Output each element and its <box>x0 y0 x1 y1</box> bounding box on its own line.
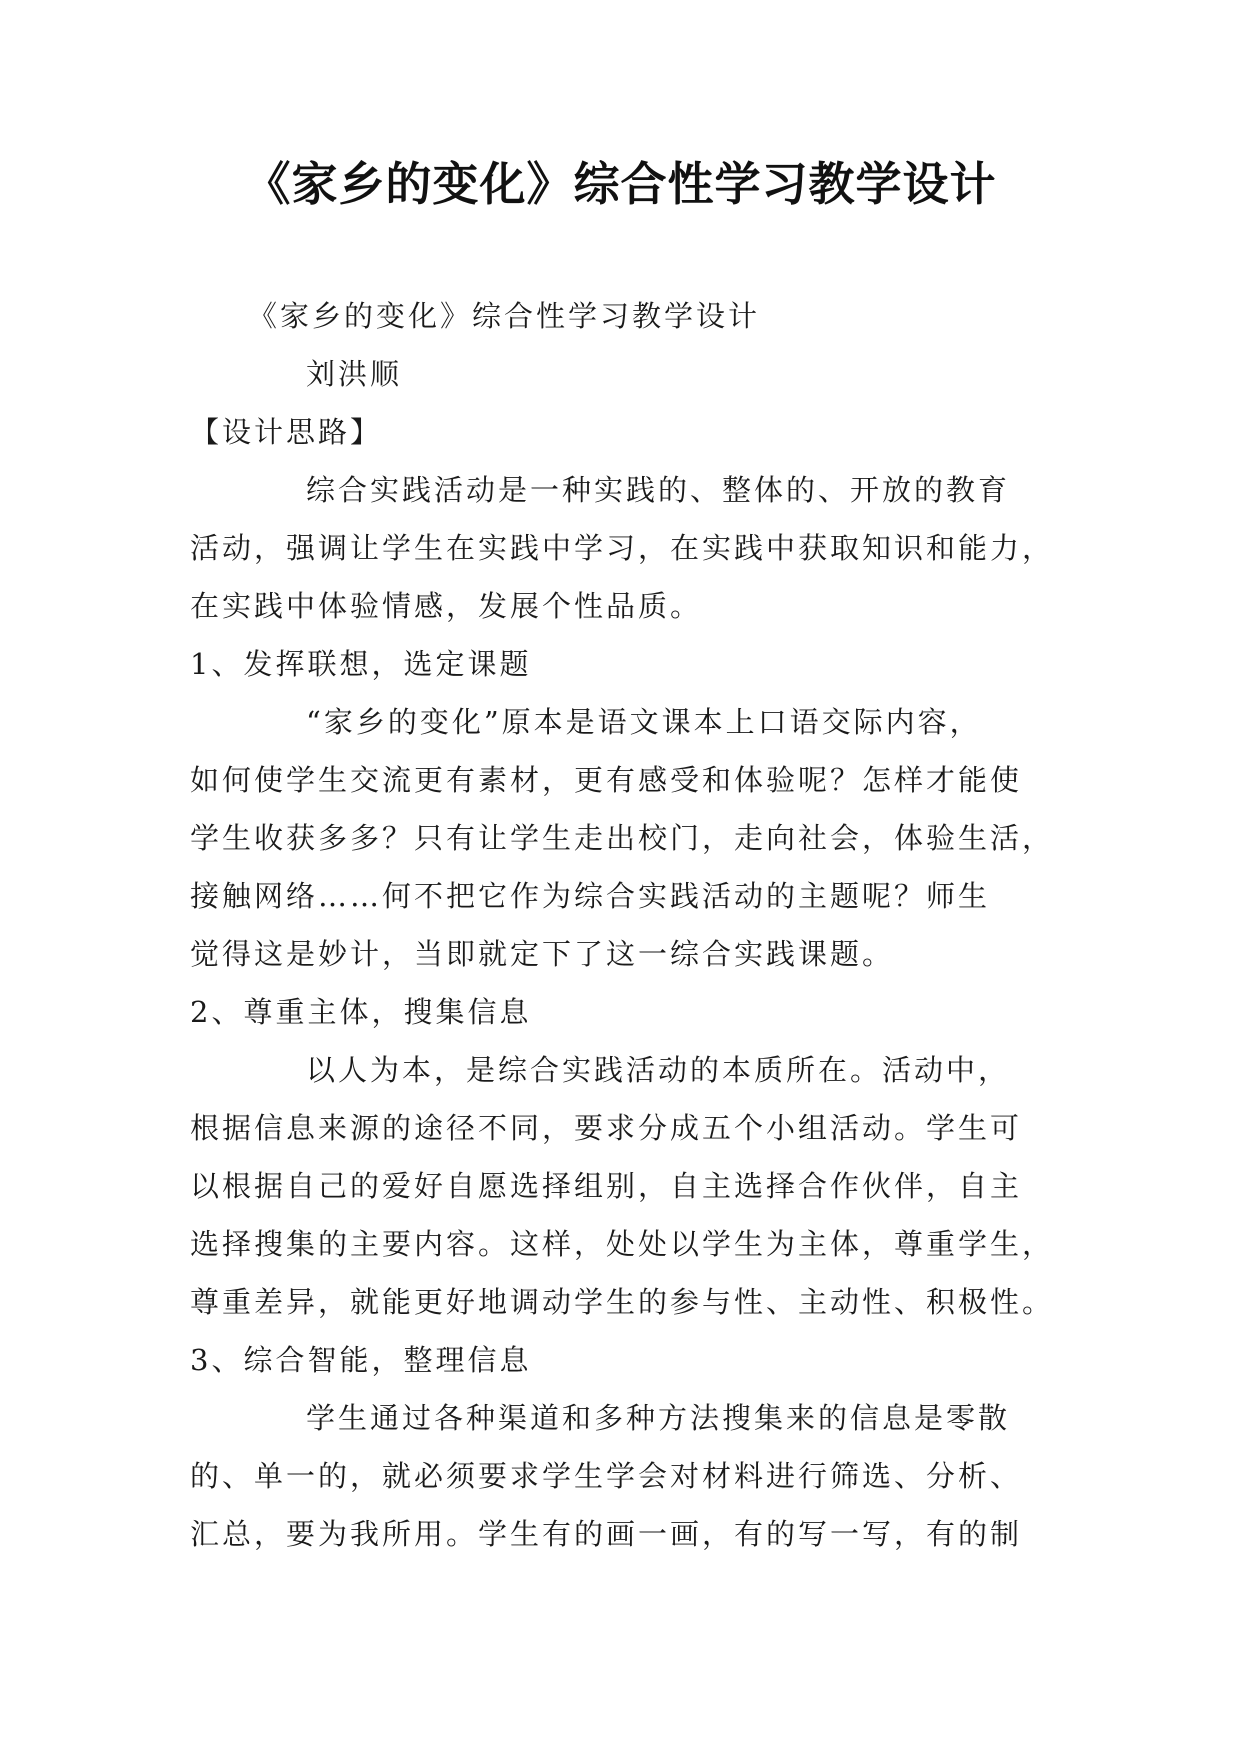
point-1-heading: 1、发挥联想，选定课题 <box>190 647 532 681</box>
point-2-line: 选择搜集的主要内容。这样，处处以学生为主体，尊重学生， <box>190 1227 1055 1261</box>
intro-line: 在实践中体验情感，发展个性品质。 <box>190 589 703 623</box>
point-1-line: 接触网络……何不把它作为综合实践活动的主题呢？师生 <box>190 879 991 913</box>
point-2-line: 尊重差异，就能更好地调动学生的参与性、主动性、积极性。 <box>190 1285 1055 1319</box>
point-3-line: 学生通过各种渠道和多种方法搜集来的信息是零散 <box>306 1401 1011 1435</box>
point-1-line: 如何使学生交流更有素材，更有感受和体验呢？怎样才能使 <box>190 763 1023 797</box>
point-2-line: 以人为本，是综合实践活动的本质所在。活动中， <box>306 1053 1011 1087</box>
point-3-heading: 3、综合智能，整理信息 <box>190 1343 532 1377</box>
point-2-line: 以根据自己的爱好自愿选择组别，自主选择合作伙伴，自主 <box>190 1169 1023 1203</box>
point-2-heading: 2、尊重主体，搜集信息 <box>190 995 532 1029</box>
point-3-line: 汇总，要为我所用。学生有的画一画，有的写一写，有的制 <box>190 1517 1023 1551</box>
intro-line: 综合实践活动是一种实践的、整体的、开放的教育 <box>306 473 1011 507</box>
point-1-line: 觉得这是妙计，当即就定下了这一综合实践课题。 <box>190 937 895 971</box>
point-1-line: 学生收获多多？只有让学生走出校门，走向社会，体验生活， <box>190 821 1055 855</box>
point-1-line: “家乡的变化”原本是语文课本上口语交际内容， <box>306 705 982 739</box>
point-3-line: 的、单一的，就必须要求学生学会对材料进行筛选、分析、 <box>190 1459 1023 1493</box>
point-2-line: 根据信息来源的途径不同，要求分成五个小组活动。学生可 <box>190 1111 1023 1145</box>
section-heading: 【设计思路】 <box>190 415 383 449</box>
author-name: 刘洪顺 <box>306 357 403 391</box>
intro-line: 活动，强调让学生在实践中学习，在实践中获取知识和能力， <box>190 531 1055 565</box>
document-title: 《家乡的变化》综合性学习教学设计 <box>244 157 997 211</box>
subtitle: 《家乡的变化》综合性学习教学设计 <box>248 299 761 333</box>
document-body <box>190 287 1062 1563</box>
